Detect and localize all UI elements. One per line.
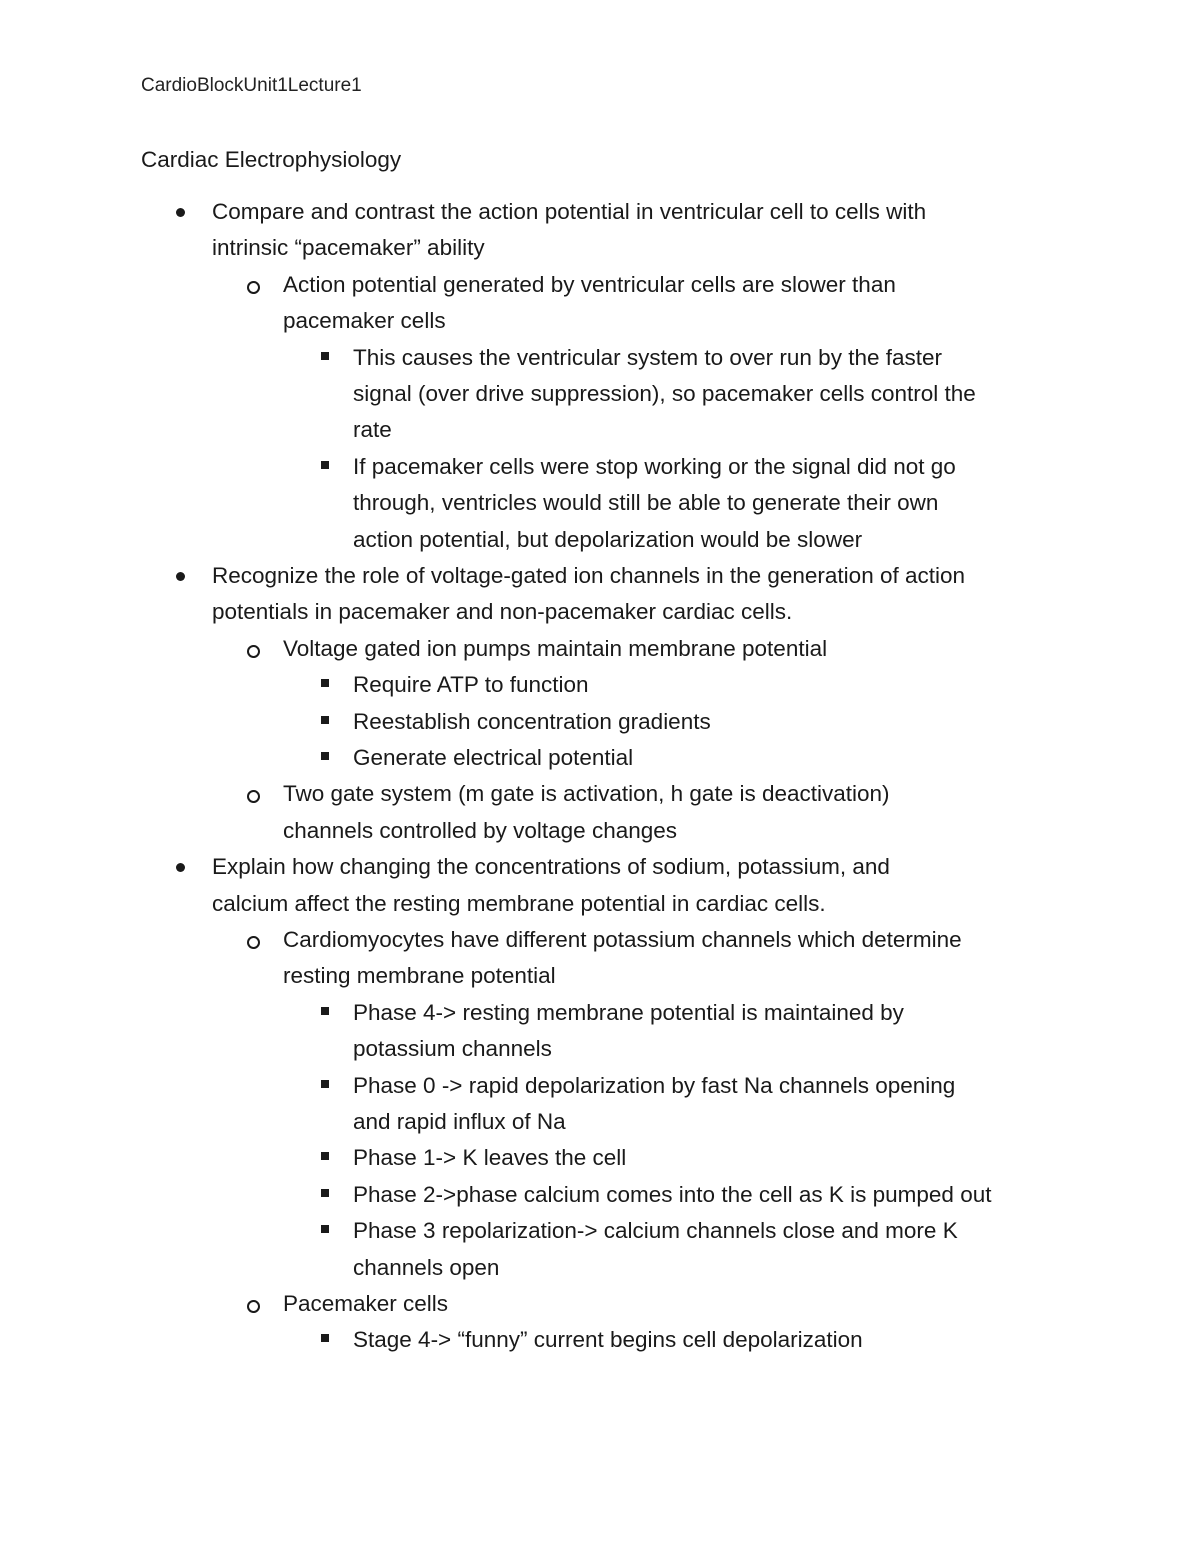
outline-item-line: Two gate system (m gate is activation, h gate is deactivation): [283, 781, 890, 807]
square-marker-icon: [321, 716, 329, 724]
outline-item-line: through, ventricles would still be able to generate their own: [353, 490, 939, 516]
outline-item-line: resting membrane potential: [283, 963, 556, 989]
circle-marker-icon: [247, 936, 260, 949]
outline-item-line: Action potential generated by ventricular cells are slower than: [283, 271, 896, 297]
outline-item-line: channels open: [353, 1254, 500, 1280]
outline-item-line: calcium affect the resting membrane potential in cardiac cells.: [212, 890, 826, 916]
square-marker-icon: [321, 1225, 329, 1233]
outline-item-line: intrinsic “pacemaker” ability: [212, 235, 485, 261]
outline-item-line: signal (over drive suppression), so pacemaker cells control the: [353, 381, 976, 406]
outline-item-line: Phase 1-> K leaves the cell: [353, 1145, 627, 1171]
outline-item-line: If pacemaker cells were stop working or the signal did not go: [353, 453, 956, 479]
outline-item-line: action potential, but depolarization would be slower: [353, 526, 863, 552]
square-marker-icon: [321, 1007, 329, 1015]
outline-item-line: This causes the ventricular system to over run by the faster: [353, 344, 942, 370]
outline-item-line: Compare and contrast the action potential in ventricular cell to cells with: [212, 199, 927, 224]
square-marker-icon: [321, 1152, 329, 1160]
outline-item-line: Phase 4-> resting membrane potential is maintained by: [353, 999, 904, 1025]
outline-item-line: pacemaker cells: [283, 308, 446, 334]
square-marker-icon: [321, 1080, 329, 1088]
outline-item-line: Cardiomyocytes have different potassium channels which determine: [283, 927, 962, 952]
outline-item-line: potassium channels: [353, 1036, 552, 1062]
square-marker-icon: [321, 679, 329, 687]
outline-item-line: Phase 3 repolarization-> calcium channels close and more K: [353, 1218, 958, 1244]
document-title: Cardiac Electrophysiology: [141, 147, 402, 172]
outline-item-line: channels controlled by voltage changes: [283, 817, 678, 843]
square-marker-icon: [321, 1334, 329, 1342]
square-marker-icon: [321, 752, 329, 760]
outline-item-line: potentials in pacemaker and non-pacemaker cardiac cells.: [212, 599, 793, 625]
outline-item-line: Generate electrical potential: [353, 745, 634, 770]
circle-marker-icon: [247, 790, 260, 803]
square-marker-icon: [321, 1189, 329, 1197]
bullet-marker-icon: [176, 208, 185, 217]
circle-marker-icon: [247, 281, 260, 294]
outline-item-line: and rapid influx of Na: [353, 1109, 566, 1134]
square-marker-icon: [321, 461, 329, 469]
outline-item-line: Require ATP to function: [353, 672, 589, 698]
document-header: CardioBlockUnit1Lecture1: [141, 75, 362, 96]
bullet-marker-icon: [176, 863, 185, 872]
circle-marker-icon: [247, 1300, 260, 1313]
outline-item-line: Phase 0 -> rapid depolarization by fast Na channels opening: [353, 1072, 956, 1098]
outline-item-line: Pacemaker cells: [283, 1291, 449, 1316]
outline-item-line: Stage 4-> “funny” current begins cell depolarization: [353, 1327, 863, 1353]
outline-item-line: Explain how changing the concentrations of sodium, potassium, and: [212, 854, 890, 880]
outline-item-line: rate: [353, 417, 392, 443]
circle-marker-icon: [247, 645, 260, 658]
outline-item-line: Voltage gated ion pumps maintain membrane potential: [283, 635, 828, 661]
bullet-marker-icon: [176, 572, 185, 581]
square-marker-icon: [321, 352, 329, 360]
outline-item-line: Recognize the role of voltage-gated ion channels in the generation of action: [212, 563, 966, 588]
outline-item-line: Reestablish concentration gradients: [353, 708, 711, 734]
outline-item-line: Phase 2->phase calcium comes into the cell as K is pumped out: [353, 1181, 992, 1207]
